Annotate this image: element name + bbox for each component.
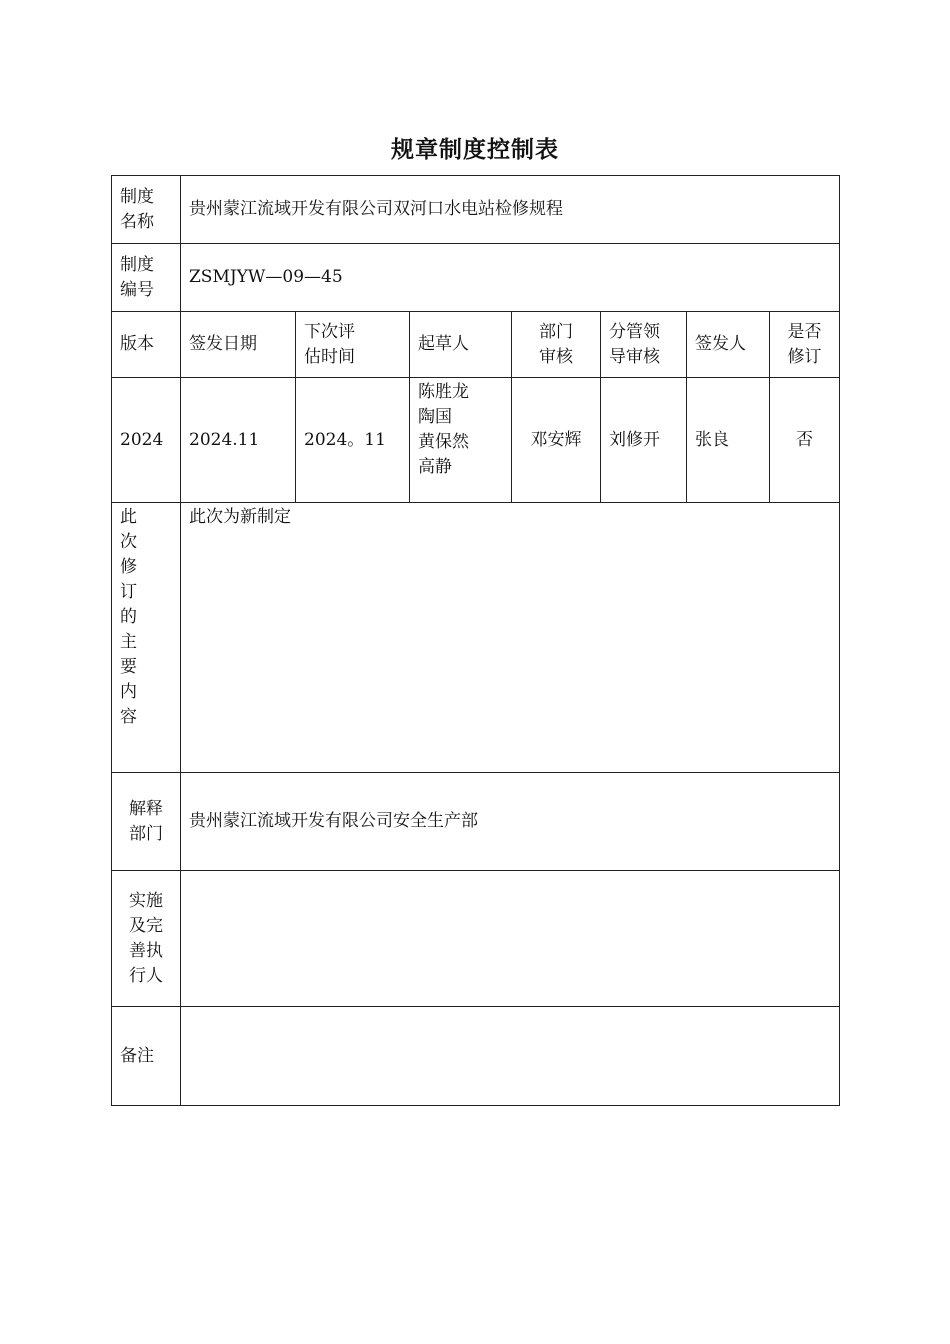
header-issue-date: 签发日期 <box>181 312 296 378</box>
code-label: 制度 编号 <box>112 244 181 312</box>
name-label: 制度 名称 <box>112 176 181 244</box>
remarks-row <box>112 1007 840 1106</box>
header-drafter: 起草人 <box>410 312 512 378</box>
interpret-row <box>112 773 840 871</box>
record-leader-review: 刘修开 <box>601 378 687 503</box>
record-row <box>112 378 840 503</box>
revision-label: 此次修订的主要内容 <box>120 507 137 727</box>
name-row <box>112 176 840 244</box>
record-revised: 否 <box>770 378 840 503</box>
remarks-label: 备注 <box>112 1007 181 1106</box>
interpret-label: 解释 部门 <box>112 773 181 871</box>
executor-row <box>112 871 840 1007</box>
revision-label-cell <box>112 503 181 773</box>
code-value: ZSMJYW—09—45 <box>181 244 840 312</box>
control-table <box>111 175 840 1106</box>
record-issuer: 张良 <box>687 378 770 503</box>
remarks-value <box>181 1007 840 1106</box>
header-dept-review: 部门 审核 <box>512 312 601 378</box>
revision-row <box>112 503 840 773</box>
header-issuer: 签发人 <box>687 312 770 378</box>
header-version: 版本 <box>112 312 181 378</box>
record-issue-date: 2024.11 <box>181 378 296 503</box>
page-title: 规章制度控制表 <box>391 137 559 163</box>
header-revised: 是否 修订 <box>770 312 840 378</box>
record-drafters: 陈胜龙 陶国 黄保然 高静 <box>410 378 512 503</box>
record-dept-review: 邓安辉 <box>512 378 601 503</box>
record-version: 2024 <box>112 378 181 503</box>
interpret-value: 贵州蒙江流域开发有限公司安全生产部 <box>181 773 840 871</box>
code-row <box>112 244 840 312</box>
record-next-eval: 2024。11 <box>296 378 410 503</box>
header-row <box>112 312 840 378</box>
revision-content: 此次为新制定 <box>181 503 840 773</box>
header-next-eval: 下次评 估时间 <box>296 312 410 378</box>
name-value: 贵州蒙江流域开发有限公司双河口水电站检修规程 <box>181 176 840 244</box>
header-leader-review: 分管领 导审核 <box>601 312 687 378</box>
executor-value <box>181 871 840 1007</box>
executor-label: 实施 及完 善执 行人 <box>112 871 181 1007</box>
